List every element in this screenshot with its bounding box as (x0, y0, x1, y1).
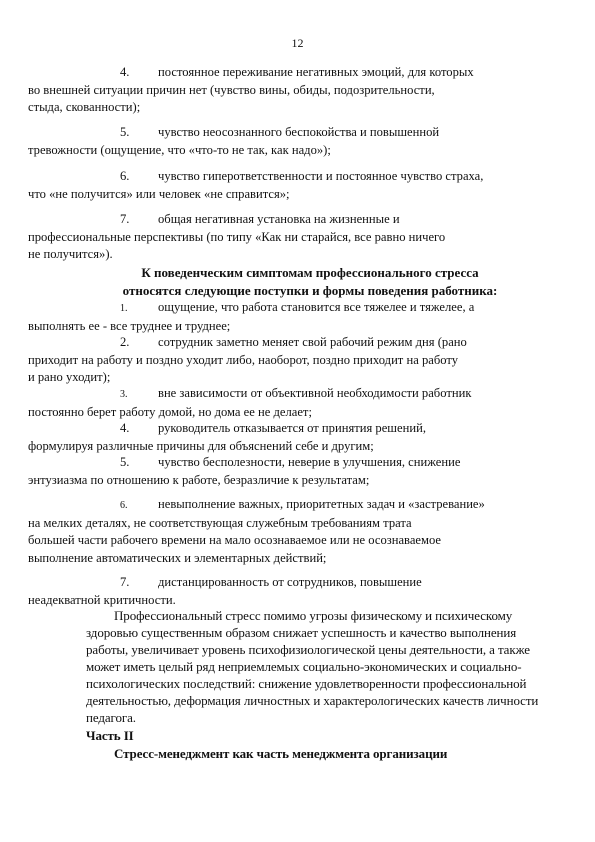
list-text-rest: формулируя различные причины для объяснений себе и другим; (28, 438, 374, 453)
part-label: Часть II (86, 728, 134, 743)
section-title: Стресс-менеджмент как часть менеджмента организации (114, 746, 448, 761)
body-paragraph: Профессиональный стресс помимо угрозы физическому и психическому здоровью существенным образом снижает успешность и качество выполнения работы, увеличивает уровень психофизиологической цены деятельности, а также может иметь целый ряд неприемлемых социально-экономических и социально-психологических последствий: снижение удовлетворенности профессиональной деятельностью, деформация личностных и характерологических качеств личности педагога. (86, 608, 539, 725)
list-number: 7. (120, 575, 130, 589)
list-text-first: руководитель отказывается от принятия решений, (158, 421, 426, 435)
list-number: 6. (120, 169, 130, 183)
list-text-first: чувство бесполезности, неверие в улучшения, снижение (158, 455, 461, 469)
list-text-first: вне зависимости от объективной необходимости работник (158, 386, 472, 400)
list-text-rest: на мелких деталях, не соответствующая служебным требованиям трата большей части рабочего времени на мало осознаваемое или не осознаваемое выполнение автоматических и элементарных действий; (28, 515, 442, 565)
list-text-rest: энтузиазма по отношению к работе, безразличие к результатам; (28, 472, 370, 487)
list-text-first: невыполнение важных, приоритетных задач и «застревание» (158, 497, 485, 511)
list-item (28, 574, 550, 609)
list-number: 4. (120, 421, 130, 435)
list-text-first: общая негативная установка на жизненные и (158, 212, 400, 226)
list-item (28, 168, 550, 203)
list-text-rest: профессиональные перспективы (по типу «Как ни старайся, все равно ничего не получится»). (28, 229, 446, 261)
list-item (28, 385, 550, 421)
list-text-rest: во внешней ситуации причин нет (чувство вины, обиды, подозрительности, стыда, скованности); (28, 82, 435, 114)
list-text-rest: выполнять ее - все труднее и труднее; (28, 318, 231, 333)
list-number: 5. (120, 455, 130, 469)
list-text-rest: тревожности (ощущение, что «что-то не так, как надо»); (28, 142, 331, 157)
list-number: 1. (120, 303, 128, 314)
list-number: 5. (120, 125, 130, 139)
list-text-rest: постоянно берет работу домой, но дома ее не делает; (28, 404, 312, 419)
list-item (28, 124, 550, 159)
list-item (28, 496, 550, 567)
list-number: 6. (120, 500, 128, 511)
list-item (28, 454, 550, 489)
list-number: 7. (120, 212, 130, 226)
list-number: 3. (120, 389, 128, 400)
list-text-first: ощущение, что работа становится все тяжелее и тяжелее, а (158, 300, 475, 314)
page-number: 12 (291, 36, 304, 50)
heading-line-2: относятся следующие поступки и формы поведения работника: (122, 282, 498, 298)
list-number: 2. (120, 335, 130, 349)
list-text-rest: что «не получится» или человек «не справится»; (28, 186, 290, 201)
list-text-first: дистанцированность от сотрудников, повышение (158, 575, 422, 589)
list-text-first: чувство неосознанного беспокойства и повышенной (158, 125, 440, 139)
list-text-rest: приходит на работу и поздно уходит либо, наоборот, поздно приходит на работу и рано уходит); (28, 352, 458, 384)
list-item (28, 211, 550, 264)
list-text-rest: неадекватной критичности. (28, 592, 176, 607)
section-heading (100, 264, 520, 299)
list-text-first: постоянное переживание негативных эмоций, для которых (158, 65, 474, 79)
list-text-first: чувство гиперответственности и постоянное чувство страха, (158, 169, 484, 183)
list-text-first: сотрудник заметно меняет свой рабочий режим дня (рано (158, 335, 467, 349)
list-item (28, 299, 550, 335)
heading-line-1: К поведенческим симптомам профессионального стресса (141, 265, 479, 280)
list-number: 4. (120, 65, 130, 79)
list-item (28, 420, 550, 455)
list-item (28, 64, 550, 117)
list-item (28, 334, 550, 387)
